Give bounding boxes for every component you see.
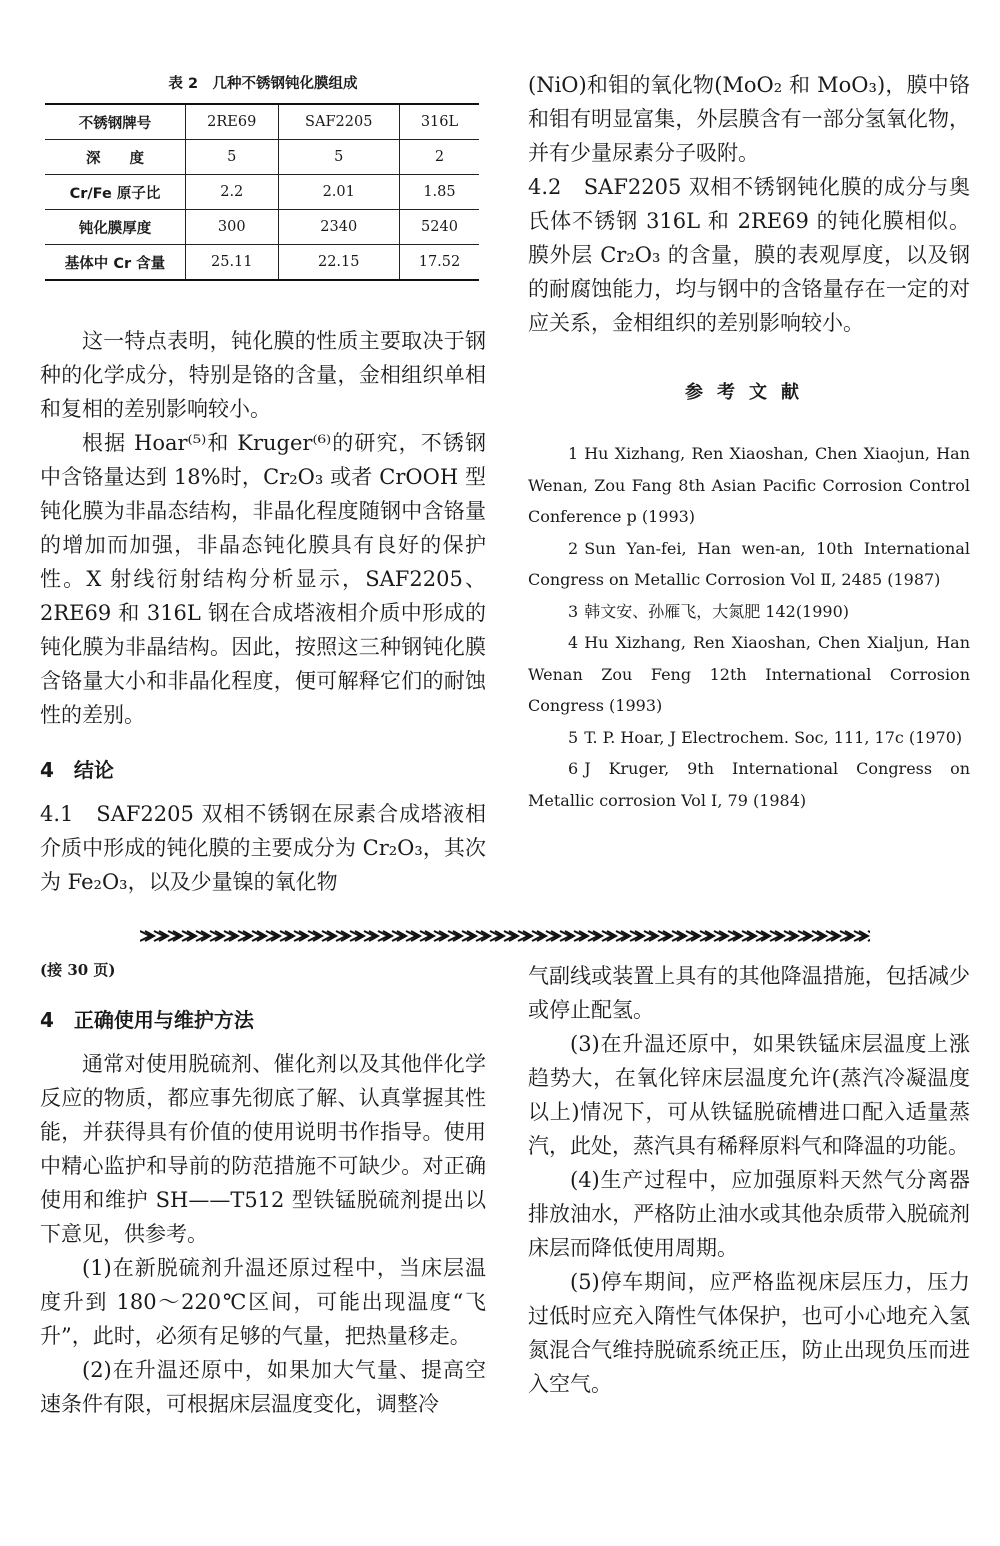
table-cell: 22.15 (278, 245, 399, 281)
table-row (45, 210, 479, 245)
divider-segment (742, 931, 756, 941)
reference-item (528, 533, 970, 596)
divider-segment (756, 931, 770, 941)
divider-segment (168, 931, 182, 941)
references-heading: 参考文献 (685, 382, 813, 403)
divider-segment (434, 931, 448, 941)
table-cell: 300 (186, 210, 279, 245)
row-label-cell: 深 度 (45, 140, 186, 175)
divider-segment (854, 931, 868, 941)
divider-segment (714, 931, 728, 941)
reference-number: 3 (568, 601, 579, 621)
divider-segment (686, 931, 700, 941)
paragraph: 根据 Hoar⁽⁵⁾和 Kruger⁽⁶⁾的研究，不锈钢中含铬量达到 18%时，Cr₂O₃ 或者 CrOOH 型钝化膜为非晶态结构，非晶化程度随钢中含铬量的增加而加强，非晶态钝化膜具有良好的保护性。X 射线衍射结构分析显示，SAF2205、2RE69 和 316L 钢在合成塔液相介质中形成的钝化膜为非晶结构。因此，按照这三种钢钝化膜含铬量大小和非晶化程度，便可解释它们的耐蚀性的差别。 (40, 431, 486, 727)
divider-segment (840, 931, 854, 941)
divider-segment (378, 931, 392, 941)
divider-segment (350, 931, 364, 941)
divider-segment (154, 931, 168, 941)
divider-segment (700, 931, 714, 941)
reference-text: Hu Xizhang, Ren Xiaoshan, Chen Xialjun, Han Wenan Zou Feng 12th International Corrosion Congress (1993) (528, 633, 970, 715)
paragraph: 这一特点表明，钝化膜的性质主要取决于钢种的化学成分，特别是铬的含量，金相组织单相和复相的差别影响较小。 (40, 329, 486, 421)
divider-segment (336, 931, 350, 941)
row-label-cell: 基体中 Cr 含量 (45, 245, 186, 281)
row-label-cell: 钝化膜厚度 (45, 210, 186, 245)
divider-segment (560, 931, 574, 941)
divider-segment (294, 931, 308, 941)
divider-segment (616, 931, 630, 941)
reference-list (528, 438, 970, 816)
reference-text: Sun Yan-fei, Han wen-an, 10th International Congress on Metallic Corrosion Vol Ⅱ, 2485 (1987) (528, 538, 970, 589)
divider-segment (784, 931, 798, 941)
divider-segment (602, 931, 616, 941)
table-caption: 表 2 几种不锈钢钝化膜组成 (168, 76, 358, 92)
reference-number: 1 (568, 444, 579, 463)
table-cell: 316L (399, 104, 479, 140)
divider-segment (588, 931, 602, 941)
divider-segment (140, 931, 154, 941)
reference-text: T. P. Hoar, J Electrochem. Soc, 111, 17c (1970) (584, 727, 963, 747)
reference-text: J Kruger, 9th International Congress on Metallic corrosion Vol I, 79 (1984) (528, 759, 970, 810)
table-cell: 2340 (278, 210, 399, 245)
paragraph: (1)在新脱硫剂升温还原过程中，当床层温度升到 180～220℃区间，可能出现温度“飞升”，此时，必须有足够的气量，把热量移走。 (40, 1256, 486, 1348)
paragraph: 4.1 SAF2205 双相不锈钢在尿素合成塔液相介质中形成的钝化膜的主要成分为 Cr₂O₃，其次为 Fe₂O₃，以及少量镍的氧化物 (40, 802, 486, 894)
divider-segment (462, 931, 476, 941)
divider-segment (238, 931, 252, 941)
reference-number: 5 (568, 727, 579, 747)
row-label-cell: 不锈钢牌号 (45, 104, 186, 140)
divider-segment (574, 931, 588, 941)
divider-segment (532, 931, 546, 941)
paragraph: (4)生产过程中，应加强原料天然气分离器排放油水，严格防止油水或其他杂质带入脱硫剂床层而降低使用周期。 (528, 1168, 970, 1260)
table-row (45, 175, 479, 210)
table-cell: SAF2205 (278, 104, 399, 140)
divider-segment (728, 931, 742, 941)
divider-segment (196, 931, 210, 941)
section-heading-usage: 4 正确使用与维护方法 (40, 1008, 254, 1032)
divider-segment (224, 931, 238, 941)
table-row (45, 140, 479, 175)
divider-segment (252, 931, 266, 941)
left-column-bottom (40, 1004, 486, 1421)
table-row (45, 245, 479, 281)
table-cell: 2.2 (186, 175, 279, 210)
divider-segment (210, 931, 224, 941)
divider-segment (644, 931, 658, 941)
table-cell: 2 (399, 140, 479, 175)
divider-segment (448, 931, 462, 941)
divider-segment (182, 931, 196, 941)
divider-segment (364, 931, 378, 941)
reference-item (528, 596, 970, 628)
table-cell: 2.01 (278, 175, 399, 210)
divider-segment (826, 931, 840, 941)
continued-from-note: (接 30 页) (40, 961, 116, 979)
passivation-film-table (45, 103, 479, 281)
paragraph: 气副线或装置上具有的其他降温措施，包括减少或停止配氢。 (528, 964, 970, 1022)
table-cell: 5240 (399, 210, 479, 245)
table-cell: 17.52 (399, 245, 479, 281)
table-cell: 25.11 (186, 245, 279, 281)
reference-number: 6 (568, 759, 579, 778)
reference-text: 韩文安、孙雁飞，大氮肥 142(1990) (584, 601, 850, 621)
divider-segment (280, 931, 294, 941)
reference-number: 4 (568, 633, 579, 652)
divider-segment (658, 931, 672, 941)
section-heading-conclusion: 4 结论 (40, 758, 114, 782)
divider-segment (630, 931, 644, 941)
paragraph: (NiO)和钼的氧化物(MoO₂ 和 MoO₃)，膜中铬和钼有明显富集，外层膜含有一部分氢氧化物，并有少量尿素分子吸附。 (528, 73, 970, 165)
paragraph: (2)在升温还原中，如果加大气量、提高空速条件有限，可根据床层温度变化，调整冷 (40, 1358, 486, 1416)
paragraph: (5)停车期间，应严格监视床层压力，压力过低时应充入隋性气体保护，也可小心地充入氢氮混合气维持脱硫系统正压，防止出现负压而进入空气。 (528, 1270, 970, 1396)
row-label-cell: Cr/Fe 原子比 (45, 175, 186, 210)
table-cell: 1.85 (399, 175, 479, 210)
reference-item (528, 722, 970, 754)
decorative-divider (140, 928, 870, 944)
table-row (45, 104, 479, 140)
divider-segment (770, 931, 784, 941)
reference-item (528, 438, 970, 533)
right-column-bottom (528, 959, 970, 1401)
table-cell: 5 (278, 140, 399, 175)
divider-segment (798, 931, 812, 941)
divider-segment (490, 931, 504, 941)
paragraph: 4.2 SAF2205 双相不锈钢钝化膜的成分与奥氏体不锈钢 316L 和 2RE69 的钝化膜相似。膜外层 Cr₂O₃ 的含量，膜的表观厚度，以及钢的耐腐蚀能力，均与钢中的含铬量存在一定的对应关系，金相组织的差别影响较小。 (528, 175, 970, 335)
reference-item (528, 753, 970, 816)
divider-segment (812, 931, 826, 941)
divider-segment (406, 931, 420, 941)
divider-segment (546, 931, 560, 941)
divider-segment (266, 931, 280, 941)
left-column-top (40, 324, 486, 899)
divider-segment (672, 931, 686, 941)
divider-segment (476, 931, 490, 941)
paragraph: (3)在升温还原中，如果铁锰床层温度上涨趋势大，在氧化锌床层温度允许(蒸汽冷凝温度以上)情况下，可从铁锰脱硫槽进口配入适量蒸汽，此处，蒸汽具有稀释原料气和降温的功能。 (528, 1032, 970, 1158)
reference-item (528, 627, 970, 722)
paragraph: 通常对使用脱硫剂、催化剂以及其他伴化学反应的物质，都应事先彻底了解、认真掌握其性能，并获得具有价值的使用说明书作指导。使用中精心监护和导前的防范措施不可缺少。对正确使用和维护 SH——T512 型铁锰脱硫剂提出以下意见，供参考。 (40, 1052, 486, 1246)
table-cell: 5 (186, 140, 279, 175)
divider-segment (420, 931, 434, 941)
reference-number: 2 (568, 538, 579, 558)
divider-segment (322, 931, 336, 941)
divider-segment (392, 931, 406, 941)
right-column-top (528, 68, 970, 816)
table-cell: 2RE69 (186, 104, 279, 140)
divider-segment (308, 931, 322, 941)
reference-text: Hu Xizhang, Ren Xiaoshan, Chen Xiaojun, Han Wenan, Zou Fang 8th Asian Pacific Corrosion Control Conference p (1993) (528, 444, 970, 526)
divider-segment (504, 931, 518, 941)
divider-segment (518, 931, 532, 941)
